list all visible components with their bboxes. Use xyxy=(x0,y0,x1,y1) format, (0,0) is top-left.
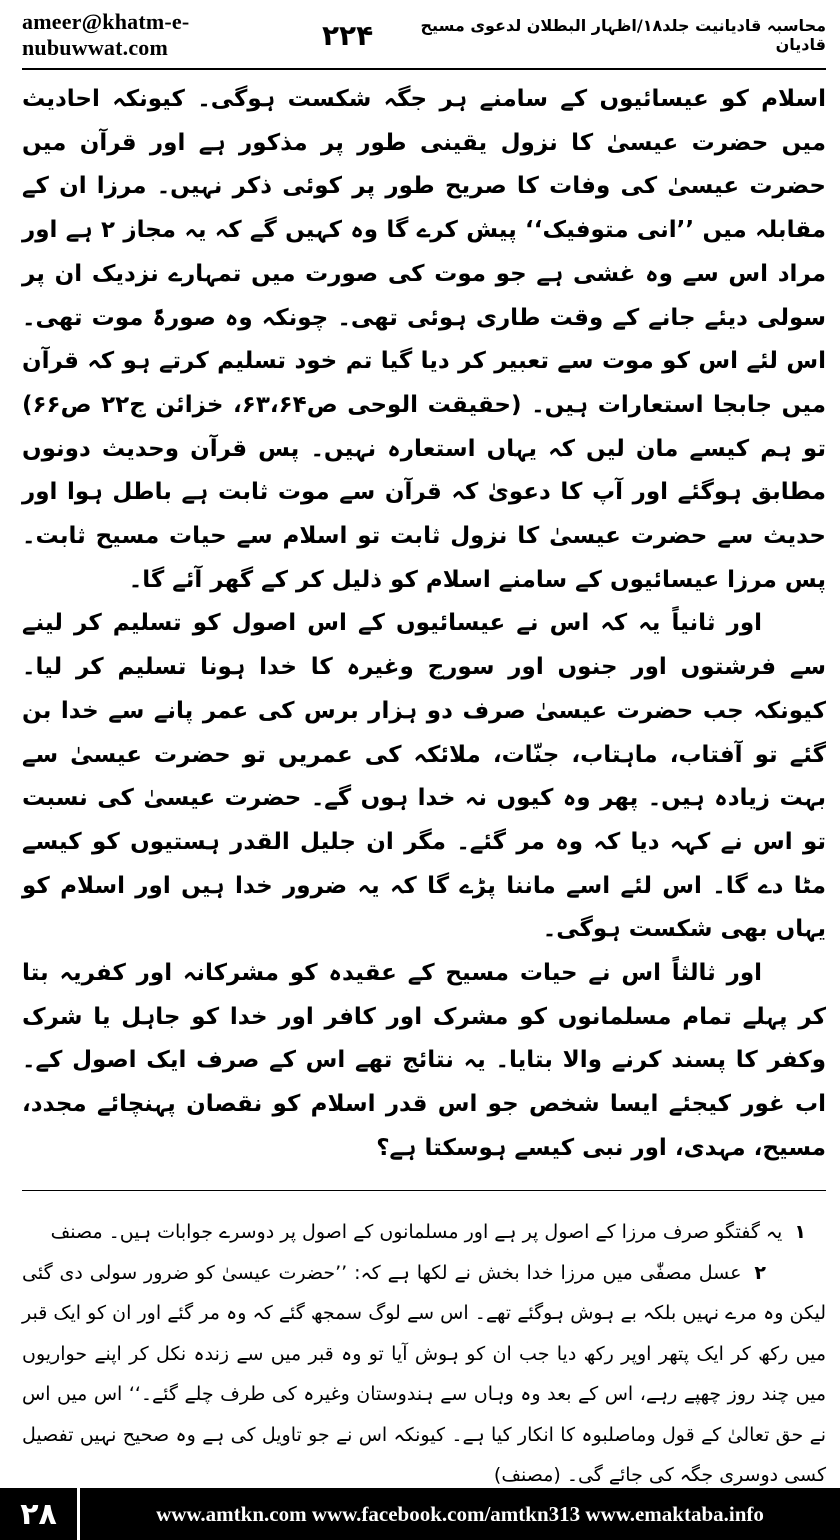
main-text xyxy=(22,78,826,1188)
footnote-2 xyxy=(22,1253,826,1496)
book-title: محاسبہ قادیانیت جلد۱۸/اظہار البطلان لدعوی مسیح قادیان xyxy=(420,16,826,54)
footnote-1 xyxy=(22,1212,826,1253)
footnote-number: ۲ xyxy=(754,1261,766,1284)
page-footer xyxy=(0,1488,840,1540)
footnotes xyxy=(22,1212,826,1486)
footnote-text: یہ گفتگو صرف مرزا کے اصول پر ہے اور مسلمانوں کے اصول پر دوسرے جوابات ہیں۔ مصنف xyxy=(50,1221,783,1243)
paragraph-1: اسلام کو عیسائیوں کے سامنے ہر جگہ شکست ہوگی۔ کیونکہ احادیث میں حضرت عیسیٰ کا نزول یقینی طور پر مذکور ہے اور قرآن میں حضرت عیسیٰ کی وفات کا صریح طور پر کوئی ذکر نہیں۔ مرزا ان کے مقابلہ میں ’’انی متوفیک‘‘ پیش کرے گا وہ کہیں گے کہ یہ مجاز ۲ ہے اور مراد اس سے وہ غشی ہے جو موت کی صورت میں تمہارے نزدیک ان پر سولی دیئے جانے کے وقت طاری ہوئی تھی۔ چونکہ وہ صورۃً موت تھی۔ اس لئے اس کو موت سے تعبیر کر دیا گیا تم خود تسلیم کرتے ہو کہ قرآن میں جابجا استعارات ہیں۔ (حقیقت الوحی ص۶۳،۶۴، خزائن ج۲۲ ص۶۶) تو ہم کیسے مان لیں کہ یہاں استعارہ نہیں۔ پس قرآن وحدیث دونوں مطابق ہوگئے اور آپ کا دعویٰ کہ قرآن سے موت ثابت ہے باطل ہوا اور حدیث سے حضرت عیسیٰ کا نزول ثابت تو اسلام سے حیات مسیح ثابت۔ پس مرزا عیسائیوں کے سامنے اسلام کو ذلیل کر کے گھر آئے گا۔ xyxy=(22,86,827,593)
header-rule xyxy=(22,68,826,70)
paragraph-2: اور ثانیاً یہ کہ اس نے عیسائیوں کے اس اصول کو تسلیم کر لینے سے فرشتوں اور جنوں اور سورج وغیرہ کا خدا ہونا تسلیم کر لیا۔ کیونکہ جب حضرت عیسیٰ صرف دو ہزار برس کی عمر پانے سے خدا بن گئے تو آفتاب، ماہتاب، جنّات، ملائکہ کی عمریں تو حضرت عیسیٰ سے بہت زیادہ ہیں۔ پھر وہ کیوں نہ خدا ہوں گے۔ حضرت عیسیٰ کی نسبت تو اس نے کہہ دیا کہ وہ مر گئے۔ مگر ان جلیل القدر ہستیوں کو کیسے مٹا دے گا۔ اس لئے اسے ماننا پڑے گا کہ یہ ضرور خدا ہیں اور اسلام کو یہاں بھی شکست ہوگی۔ xyxy=(22,610,826,943)
header-email: ameer@khatm-e-nubuwwat.com xyxy=(22,9,190,60)
header-page-number: ۲۲۴ xyxy=(321,18,374,52)
footnote-number: ۱ xyxy=(794,1221,806,1243)
page-header xyxy=(0,0,840,70)
footnote-text: عسل مصفّٰی میں مرزا خدا بخش نے لکھا ہے کہ: ’’حضرت عیسیٰ کو ضرور سولی دی گئی لیکن وہ مرے نہیں بلکہ بے ہوش ہوگئے تھے۔ اس سے لوگ سمجھ گئے کہ وہ مر گئے اور ان کو ایک قبر میں رکھ کر ایک پتھر اوپر رکھ دیا جب ان کو ہوش آیا تو وہ قبر میں سے زندہ نکل کر اپنے حواریوں میں چند روز چھپے رہے، اس کے بعد وہ وہاں سے ہندوستان وغیرہ کی طرف چلے گئے۔‘‘ اس میں اس نے حق تعالیٰ کے قول وماصلبوہ کا انکار کیا ہے۔ کیونکہ اس نے جو تاویل کی ہے وہ صحیح نہیں تفصیل کسی دوسری جگہ کی جائے گی۔ (مصنف) xyxy=(22,1261,826,1486)
footer-links: www.amtkn.com www.facebook.com/amtkn313 www.emaktaba.info xyxy=(156,1501,764,1526)
paragraph-3: اور ثالثاً اس نے حیات مسیح کے عقیدہ کو مشرکانہ اور کفریہ بتا کر پہلے تمام مسلمانوں کو مشرک اور کافر اور خدا کو جاہل یا شرک وکفر کا پسند کرنے والا بتایا۔ یہ نتائج تھے اس کے صرف ایک اصول کے۔ اب غور کیجئے ایسا شخص جو اس قدر اسلام کو نقصان پہنچائے مجدد، مسیح، مہدی، اور نبی کیسے ہوسکتا ہے؟ xyxy=(22,960,826,1161)
header-title-group xyxy=(322,16,826,54)
footnote-rule xyxy=(22,1190,826,1191)
footer-page-number: ۲۸ xyxy=(0,1488,80,1540)
